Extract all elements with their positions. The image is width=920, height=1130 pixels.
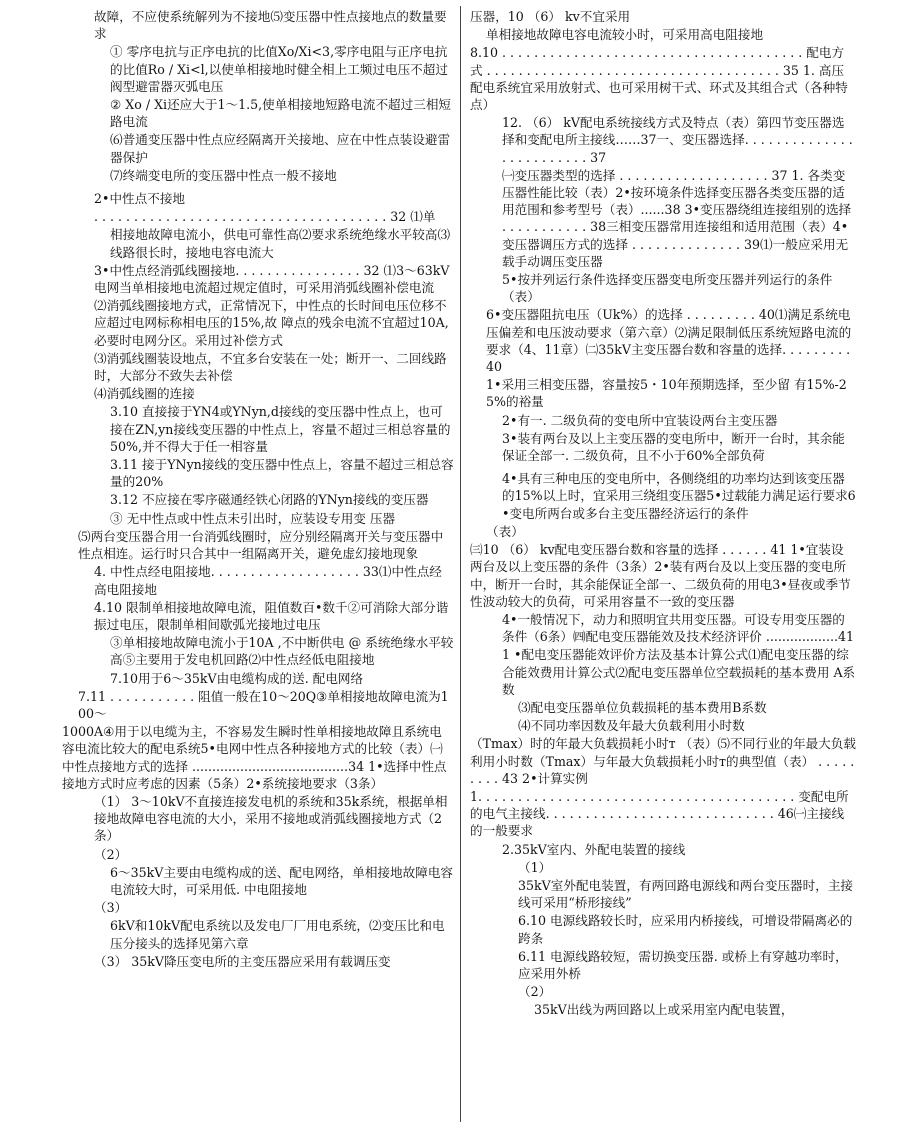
text-line: ⑷消弧线圈的连接 [94, 386, 195, 402]
text-line: ⑷不同功率因数及年最大负载利用小时数 [518, 718, 745, 734]
text-line: ② Xo / Xi还应大于1～1.5,使单相接地短路电流不超过三相短路电流 [110, 97, 452, 130]
text-line: 35kV出线为两回路以上或采用室内配电装置， [534, 1002, 794, 1018]
text-line: （表） [486, 523, 524, 539]
text-line: （2） [518, 984, 552, 1000]
text-line: 1 •配电变压器能效评价方法及基本计算公式⑴配电变压器的综合能效费用计算公式⑵配电变压器单位空载损耗的基本费用 A系数 [502, 647, 856, 697]
text-line: ③单相接地故障电流小于10A ,不中断供电 @ 系统绝缘水平较高⑤主要用于发电机回路⑵中性点经低电阻接地 [110, 635, 454, 668]
text-line: 压器，10 （6） kv不宜采用 [470, 9, 631, 24]
text-line: 3•中性点经消弧线圈接地. . . . . . . . . . . . . . . . 32 ⑴3～63kV电网当单相接地电流超过规定值时，可采用消弧线圈补偿电流 [94, 262, 450, 296]
text-line: 单相接地故障电容电流较小时，可采用高电阻接地 [486, 27, 764, 43]
text-line: 1•采用三相变压器，容量按5・10年预期选择，至少留 有15%-25%的裕量 [486, 377, 847, 410]
text-line: 3.10 直接接于YN4或YNyn,d接线的变压器中性点上，也可接在ZN,yn接线变压器的中性点上，容量不超过三相总容量的50%,并不得大于任一相容量 [110, 404, 451, 454]
left-column [62, 8, 454, 970]
text-line: ⑵消弧线圈接地方式，正常情况下，中性点的长时间电压位移不应超过电网标称相电压的15%,故 障点的残余电流不宜超过10A,必要时电网分区。采用过补偿方式 [94, 298, 449, 348]
text-line: ① 零序电抗与正序电抗的比值Xo/Xi<3,零序电阻与正序电抗的比值Ro / Xi<l,以使单相接地时健全相上工频过电压不超过阀型避雷器灭弧电压 [110, 44, 448, 94]
text-line: ㈢10 （6） kv配电变压器台数和容量的选择 . . . . . . 41 1•宜装设两台及以上变压器的条件（3条）2•装有两台及以上变压器的变电所中，断开一台时，其余能保证全部一、二级负荷的用电3•昼夜或季节性波动较大的负荷，可采用容量不一致的变压器 [470, 542, 851, 609]
text-line: （3） 35kV降压变电所的主变压器应采用有载调压变 [94, 953, 391, 969]
text-line: 6•变压器阻抗电压（Uk%）的选择 . . . . . . . . . 40⑴满足系统电压偏差和电压波动要求（第六章）⑵满足限制低压系统短路电流的要求（4、11章）㈡35kV主变压器台数和容量的选择. . . . . . . . . 40 [486, 307, 852, 375]
text-line: 2•中性点不接地 [94, 191, 186, 207]
text-line: 2•有一. 二级负荷的变电所中宜装设两台主变压器 [502, 412, 778, 428]
text-line: 故障，不应使系统解列为不接地⑸变压器中性点接地点的数量要求 [94, 9, 447, 42]
text-line: 35kV室外配电装置，有两回路电源线和两台变压器时，主接线可采用“桥形接线” [518, 877, 854, 911]
text-line: 1. . . . . . . . . . . . . . . . . . . . . . . . . . . . . . . . . . . . . . . . 变配电所的电气主接线. . . . . . . . . . . . . . . . . . . . . . . . . . . . . 46㈠主接线的一般要求 [470, 788, 849, 839]
text-line: 4•一般情况下，动力和照明宜共用变压器。可设专用变压器的条件（6条）㈣配电变压器能效及技术经济评价 ..................41 [502, 611, 854, 645]
text-line: （2） [94, 846, 128, 862]
column-divider [460, 6, 461, 1122]
text-line: 5•按并列运行条件选择变压器变电所变压器并列运行的条件（表） [502, 272, 833, 305]
text-line: ㈠变压器类型的选择 . . . . . . . . . . . . . . . . . . . 37 1. 各类变压器性能比较（表）2•按环境条件选择变压器各类变压器的适用范围和参考型号（表）......38 3•变压器绕组连接组别的选择 . . . . . . . . . . . 38三相变压器常用连接组和适用范围（表）4•变压器调压方式的选择 . . . . . . . . . . . . . . 39⑴一般应采用无载手动调压变压器 [502, 167, 852, 269]
text-line: （Tmax）时的年最大负载损耗小时т （表）⑸不同行业的年最大负载利用小时数（Tmax）与年最大负载损耗小时т的典型值（表） . . . . . . . . . 43 2•计算实例 [470, 736, 856, 786]
text-line: 4•具有三种电压的变电所中，各侧绕组的功率均达到该变压器的15%以上时，宜采用三绕组变压器5•过载能力满足运行要求6•变电所两台或多台主变压器经济运行的条件 [502, 471, 856, 521]
right-column [470, 8, 856, 1019]
text-line: 7.10用于6～35kV由电缆构成的送. 配电网络 [110, 670, 364, 686]
text-line: ⑹普通变压器中性点应经隔离开关接地、应在中性点装设避雷器保护 [110, 132, 451, 165]
text-line: 1000A④用于以电缆为主，不容易发生瞬时性单相接地故障且系统电容电流比较大的配电系统5•电网中性点各种接地方式的比较（表）㈠中性点接地方式的选择 .......................................34 1•选择中性点接地方式时应考虑的因素（5条）2•系统接地要求（3条） [62, 724, 447, 791]
text-line: 2.35kV室内、外配电装置的接线 [502, 841, 686, 857]
text-line: 3.11 接于YNyn接线的变压器中性点上，容量不超过三相总容量的20% [110, 457, 454, 490]
text-line: 6.10 电源线路较长时，应采用内桥接线，可增设带隔离必的跨条 [518, 913, 853, 946]
text-line: 12. （6） kV配电系统接线方式及特点（表）第四节变压器选择和变配电所主接线……37一、变压器选择. . . . . . . . . . . . . . . . . . . . . . . . . 37 [502, 115, 853, 165]
text-line: 4.10 限制单相接地故障电流，阻值数百•数千②可消除大部分谐振过电压，限制单相间歇弧光接地过电压 [94, 599, 449, 632]
text-line: 6.11 电源线路较短，需切换变压器. 或桥上有穿越功率时，应采用外桥 [518, 948, 848, 981]
text-line: 3•装有两台及以上主变压器的变电所中，断开一台时，其余能保证全部一. 二级负荷，且不小于60%全部负荷 [502, 430, 845, 464]
text-line: 6～35kV主要由电缆构成的送、配电网络，单相接地故障电容电流较大时，可采用低. 中电阻接地 [110, 864, 454, 897]
text-line: 3.12 不应接在零序磁通经铁心闭路的YNyn接线的变压器 [110, 492, 429, 508]
text-line: ⑸两台变压器合用一台消弧线圈时，应分别经隔离开关与变压器中性点相连。运行时只合其中一组隔离开关，避免虚幻接地现象 [78, 528, 444, 562]
text-line: 4. 中性点经电阻接地. . . . . . . . . . . . . . . . . . . 33⑴中性点经高电阻接地 [94, 564, 442, 597]
text-line: . . . . . . . . . . . . . . . . . . . . . . . . . . . . . . . . . . . . . 32 ⑴单 [94, 209, 436, 225]
text-line: ③ 无中性点或中性点未引出时，应装设专用变 压器 [110, 510, 396, 526]
text-line: 相接地故障电流小，供电可靠性高⑵要求系统绝缘水平较高⑶线路很长时，接地电容电流大 [110, 227, 451, 260]
text-line: （3） [94, 900, 128, 916]
text-line: ⑺终端变电所的变压器中性点一般不接地 [110, 167, 337, 183]
text-line: （1） 3～10kV不直接连接发电机的系统和35k系统，根据单相接地故障电容电流的大小，采用不接地或消弧线圈接地方式（2条） [94, 793, 448, 844]
text-line: ⑶消弧线圈装设地点，不宜多台安装在一处；断开一、二回线路时，大部分不致失去补偿 [94, 350, 447, 384]
text-line: ⑶配电变压器单位负载损耗的基本费用B系数 [518, 699, 767, 715]
text-line: 8.10 . . . . . . . . . . . . . . . . . . . . . . . . . . . . . . . . . . . . . . 配电方式 . . . . . . . . . . . . . . . . . . . . . . . . . . . . . . . . . . . . . 35 1. 高压配电系统宜采用放射式、也可采用树干式、环式及其组合式（各种特点） [470, 45, 848, 113]
text-line: 6kV和10kV配电系统以及发电厂厂用电系统，⑵变压比和电压分接头的选择见第六章 [110, 918, 445, 951]
text-line: （1） [518, 859, 552, 875]
text-line: 7.11 . . . . . . . . . . . 阻值一般在10～20Q③单相接地故障电流为100～ [78, 688, 449, 721]
